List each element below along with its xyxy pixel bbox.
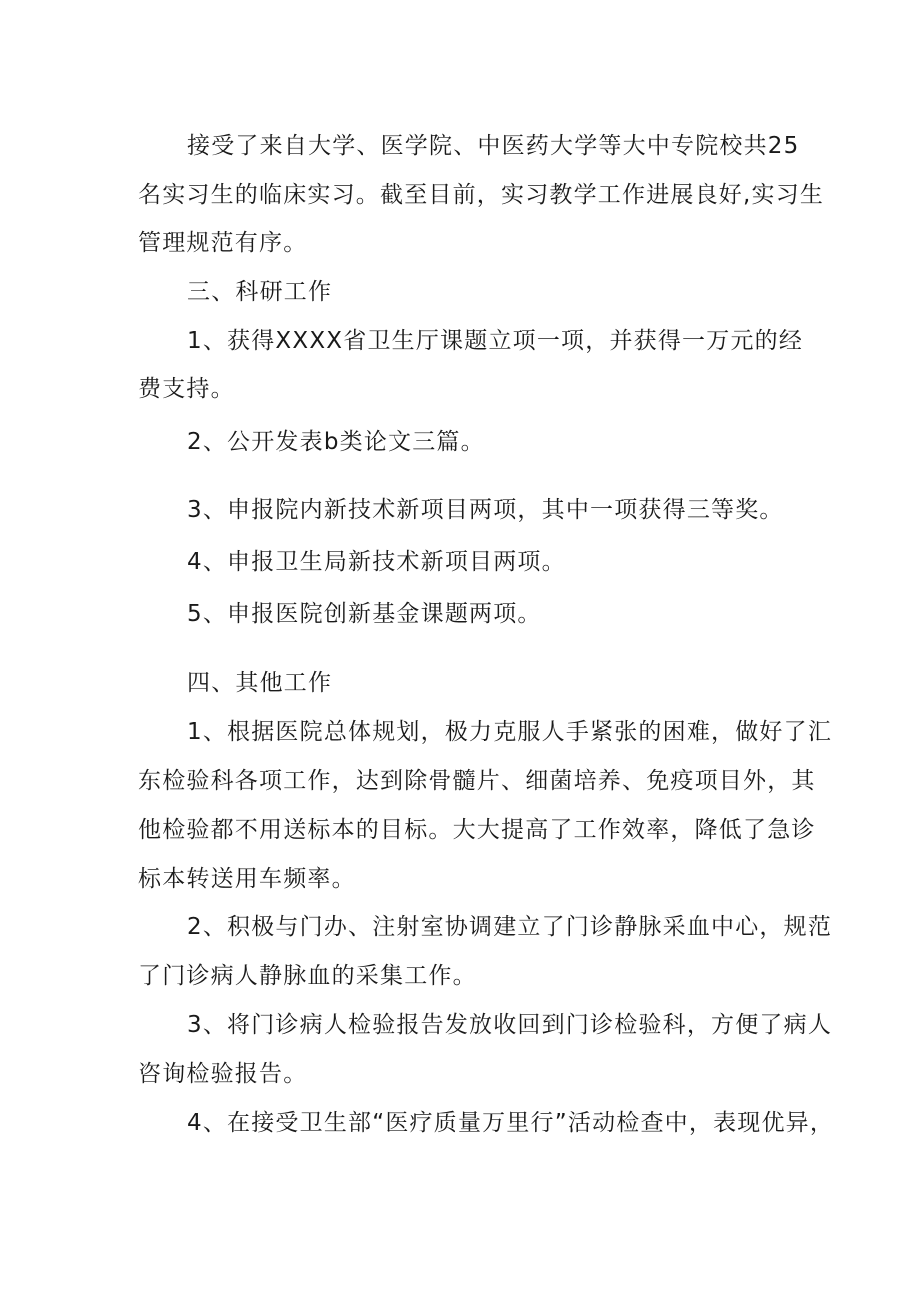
paragraph-line: 接受了来自大学、医学院、中医药大学等大中专院校共25 [187, 133, 800, 159]
section-heading: 三、科研工作 [187, 279, 333, 305]
list-item-continuation: 他检验都不用送标本的目标。大大提高了工作效率，降低了急诊 [138, 817, 816, 843]
list-item: 2、积极与门办、注射室协调建立了门诊静脉采血中心，规范 [187, 914, 833, 940]
list-item-continuation: 东检验科各项工作，达到除骨髓片、细菌培养、免疫项目外，其 [138, 768, 816, 794]
list-item-continuation: 标本转送用车频率。 [138, 866, 356, 892]
list-item-continuation: 咨询检验报告。 [138, 1061, 308, 1087]
list-item: 4、申报卫生局新技术新项目两项。 [187, 549, 566, 575]
list-item: 1、获得XXXX省卫生厅课题立项一项，并获得一万元的经 [187, 328, 804, 354]
list-item: 3、将门诊病人检验报告发放收回到门诊检验科，方便了病人 [187, 1012, 833, 1038]
list-item: 5、申报医院创新基金课题两项。 [187, 601, 542, 627]
paragraph-line: 管理规范有序。 [138, 230, 308, 256]
list-item: 1、根据医院总体规划，极力克服人手紧张的困难，做好了汇 [187, 719, 833, 745]
list-item: 2、公开发表b类论文三篇。 [187, 429, 485, 455]
list-item-continuation: 了门诊病人静脉血的采集工作。 [138, 963, 477, 989]
list-item: 4、在接受卫生部“医疗质量万里行”活动检查中，表现优异， [187, 1110, 835, 1136]
section-heading: 四、其他工作 [187, 670, 333, 696]
list-item-continuation: 费支持。 [138, 376, 235, 402]
list-item: 3、申报院内新技术新项目两项，其中一项获得三等奖。 [187, 497, 784, 523]
paragraph-line: 名实习生的临床实习。截至目前，实习教学工作进展良好,实习生 [138, 182, 825, 208]
